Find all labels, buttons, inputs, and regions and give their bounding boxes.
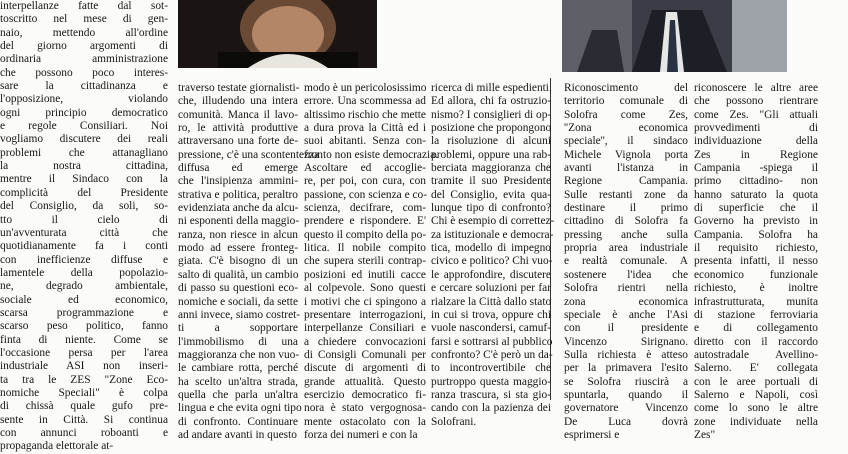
- text-line: comunità. Manca il lavo-: [178, 108, 298, 121]
- text-line: nora è stato vergognosa-: [304, 402, 426, 415]
- text-line: anni invece, siamo costret-: [178, 308, 301, 321]
- text-line: strativa e politica, peraltro: [178, 188, 298, 201]
- text-line: complicità del Presidente: [0, 186, 168, 199]
- text-line: Ed allora, chi fa ostruzio-: [431, 95, 551, 108]
- text-line: zone individuate nella: [694, 415, 818, 428]
- text-line: di superficie che il: [694, 202, 818, 215]
- text-line: autostradale Avellino-: [694, 348, 818, 361]
- text-line: posizione che propongono: [431, 122, 552, 135]
- text-line: passione, con scienza e co-: [304, 188, 428, 201]
- text-line: di stazione ferroviaria: [694, 308, 818, 321]
- text-line: nomiche e sociali, da sette: [178, 295, 298, 308]
- text-line: esprimersi e: [564, 428, 620, 441]
- text-column-6: [694, 82, 818, 441]
- text-line: diretto con il raccordo: [694, 335, 818, 348]
- text-line: esercizio democratico fi-: [304, 388, 426, 401]
- text-line: che supera sterili contrap-: [304, 255, 426, 268]
- text-line: Salerno. E' collegata: [694, 362, 818, 375]
- text-line: Campania -spiega il: [694, 162, 818, 175]
- text-line: industriale ASI non inseri-: [0, 360, 168, 373]
- text-line: riconoscere le altre aree: [694, 82, 818, 94]
- text-line: hanno saturato la quota: [694, 188, 818, 201]
- text-line: discute di argomenti di: [304, 362, 426, 375]
- text-line: Riconoscimento del: [564, 82, 688, 94]
- text-line: naio, mettendo all'ordine: [0, 26, 168, 39]
- text-line: avanti l'istanza in: [564, 162, 688, 175]
- text-line: ranza, non riesce in alcun: [178, 228, 298, 241]
- text-line: presenta infatti, il nesso: [694, 255, 818, 268]
- text-line: mentre il Sindaco con la: [0, 173, 168, 186]
- text-line: errore. Una scommessa ad: [304, 95, 426, 108]
- text-line: con inefficienze diffuse e: [0, 253, 168, 266]
- text-line: per la primavera l'esito: [564, 362, 688, 375]
- mayor-illustration: [562, 0, 787, 72]
- text-line: un'avventurata città che: [0, 226, 168, 239]
- text-line: ad andare avanti in questo: [178, 428, 297, 441]
- text-line: pressione, c'è una scontentezza: [178, 148, 320, 161]
- text-line: mente ostacolato con la: [304, 415, 426, 428]
- text-line: Salerno e Napoli, così: [694, 388, 818, 401]
- text-line: ranza trascura, si sta gio-: [431, 388, 551, 401]
- text-line: in cui si trova, oppure chi: [431, 308, 551, 321]
- text-line: questo il compito della po-: [304, 228, 427, 241]
- text-line: Chi è esempio di correttez-: [431, 215, 555, 228]
- text-line: re, per poi, con cura, con: [304, 175, 426, 188]
- text-line: scienza, decifrare, com-: [304, 202, 426, 215]
- text-line: grande attualità. Questo: [304, 375, 426, 388]
- text-line: che possono rientrare: [694, 95, 818, 108]
- text-line: Sulla richiesta è atteso: [564, 348, 688, 361]
- text-line: il requisito richiesto,: [694, 242, 818, 255]
- text-line: spuntarla, quando il: [564, 388, 688, 401]
- text-line: farsi e sottrarsi al pubblico: [431, 335, 553, 348]
- text-line: con il presidente: [564, 322, 688, 335]
- text-line: infrastrutturata, munita: [694, 295, 818, 308]
- text-line: zona economica: [564, 295, 688, 308]
- text-line: di passo su questioni eco-: [178, 282, 298, 295]
- text-column-3: [304, 82, 439, 441]
- text-line: interpellanze Consiliari e: [304, 322, 426, 335]
- text-line: Vincenzo Sirignano.: [564, 335, 688, 348]
- article-photo-mayor: [562, 0, 787, 72]
- text-line: tica, modello di impegno: [431, 242, 551, 255]
- text-line: sente in Città. Si continua: [0, 413, 168, 426]
- text-line: con le aree portuali di: [694, 375, 818, 388]
- text-line: e cercare soluzioni per far: [431, 282, 551, 295]
- text-line: suoi abitanti. Senza con-: [304, 135, 426, 148]
- text-line: e regole Consiliari. Noi: [0, 120, 168, 133]
- text-line: tramite il suo Presidente: [431, 175, 551, 188]
- text-line: Governo ha previsto in: [694, 215, 818, 228]
- text-line: ordinaria amministrazione: [0, 53, 168, 66]
- text-line: lamentele della popolazio-: [0, 266, 168, 279]
- text-line: territorio comunale di: [564, 95, 688, 108]
- text-line: forza dei numeri e con la: [304, 428, 418, 441]
- text-line: ha scelto un'altra strada,: [178, 375, 298, 388]
- portrait-illustration: [178, 0, 377, 68]
- text-line: Sulle restanti zone da: [564, 188, 688, 201]
- text-line: attraversano una forte de-: [178, 135, 298, 148]
- text-line: purtroppo questa maggio-: [431, 375, 551, 388]
- text-line: ne, degrado ambientale,: [0, 280, 168, 293]
- text-line: del giorno argomenti di: [0, 40, 168, 53]
- text-line: propria area industriale: [564, 242, 688, 255]
- text-line: Solofra rientri nella: [564, 282, 688, 295]
- text-line: di chissà quale gufo pre-: [0, 400, 168, 413]
- text-line: problemi, oppure una rab-: [431, 148, 551, 161]
- text-line: scarso peso politico, fanno: [0, 320, 168, 333]
- text-line: modo è un pericolosissimo: [304, 82, 427, 94]
- text-line: Michele Vignola porta: [564, 148, 688, 161]
- text-line: nomiche Speciali" è colpa: [0, 386, 168, 399]
- text-line: nismo? I consiglieri di op-: [431, 108, 552, 121]
- text-line: quotidianamente fa i conti: [0, 240, 168, 253]
- text-line: maggioranza che non vuo-: [178, 348, 300, 361]
- text-line: confronto? C'è però un da-: [431, 348, 553, 361]
- text-line: di confronto. Continuare: [178, 415, 298, 428]
- text-line: cittadino di Solofra fa: [564, 215, 688, 228]
- text-line: le approfondire, discutere: [431, 268, 551, 281]
- text-line: ta tra le ZES "Zone Eco-: [0, 373, 168, 386]
- text-line: di Consigli Comunali per: [304, 348, 426, 361]
- text-line: e di collegamento: [694, 322, 818, 335]
- text-line: lingua e che evita ogni tipo: [178, 402, 302, 415]
- text-line: se Solofra riuscirà a: [564, 375, 688, 388]
- text-line: a chiedere convocazioni: [304, 335, 426, 348]
- text-line: la nostra cittadina,: [0, 160, 168, 173]
- text-line: traverso testate giornalisti-: [178, 82, 300, 94]
- text-line: evidenziata anche da alcu-: [178, 202, 299, 215]
- text-line: che possono poco interes-: [0, 66, 168, 79]
- text-line: lunque tipo di confronto?: [431, 202, 551, 215]
- text-line: economico funzionale: [694, 268, 818, 281]
- text-line: litica. Il nobile compito: [304, 242, 426, 255]
- text-line: presentare interrogazioni,: [304, 308, 426, 321]
- text-line: finta di niente. Come se: [0, 333, 168, 346]
- text-line: l'immobilismo di una: [178, 335, 298, 348]
- text-line: vogliamo discutere dei reali: [0, 133, 168, 146]
- text-line: a dura prova la Città ed i: [304, 122, 426, 135]
- text-line: Solofrani.: [431, 415, 477, 428]
- text-line: individuazione della: [694, 135, 818, 148]
- text-line: l'opposizione, violando: [0, 93, 168, 106]
- text-line: prendere e rispondere. E': [304, 215, 426, 228]
- text-line: ricerca di mille espedienti.: [431, 82, 552, 94]
- text-line: civico e politico? Chi vuo-: [431, 255, 553, 268]
- text-line: modo ad essere fronteg-: [178, 242, 298, 255]
- text-line: scarsa programmazione e: [0, 306, 168, 319]
- text-line: le cambiare rotta, perché: [178, 362, 298, 375]
- text-column-1: [0, 0, 168, 453]
- text-line: Zes": [694, 428, 716, 441]
- text-line: pressing anche sulla: [564, 228, 688, 241]
- text-line: berciata maggioranza che: [431, 162, 551, 175]
- text-column-5: [564, 82, 688, 441]
- text-line: vuole nascondersi, camuf-: [431, 322, 551, 335]
- text-line: che l'insipienza ammini-: [178, 175, 298, 188]
- text-line: primo cittadino- non: [694, 175, 818, 188]
- text-line: e realtà comunale. A: [564, 255, 688, 268]
- text-line: Campania. Solofra ha: [694, 228, 818, 241]
- text-line: fronto non esiste democrazia.: [304, 148, 439, 161]
- text-line: governatore Vincenzo: [564, 402, 688, 415]
- text-line: speciale è anche l'Asi: [564, 308, 688, 321]
- text-column-4: [431, 82, 555, 428]
- text-line: cando con la pazienza dei: [431, 402, 551, 415]
- text-line: interpellanze fatte dal sot-: [0, 0, 168, 12]
- text-line: al colpevole. Sono questi: [304, 282, 426, 295]
- text-line: salto di qualità, un cambio: [178, 268, 299, 281]
- text-line: Solofra come Zes,: [564, 108, 688, 121]
- text-line: l'occasione persa per l'area: [0, 346, 168, 359]
- text-line: la risoluzione di alcuni: [431, 135, 551, 148]
- text-line: sostenere l'idea che: [564, 268, 688, 281]
- text-line: diffusa ed emerge: [178, 162, 298, 175]
- text-line: Zes in Regione: [694, 148, 818, 161]
- text-line: ti a sopportare: [178, 322, 298, 335]
- text-line: con annunci roboanti e: [0, 427, 168, 439]
- text-line: sociale ed economico,: [0, 293, 168, 306]
- text-line: come Zes. "Gli attuali: [694, 108, 818, 121]
- text-line: problemi che attanagliano: [0, 146, 168, 159]
- text-line: del Consiglio, evita qua-: [431, 188, 551, 201]
- text-column-2: [178, 82, 320, 441]
- text-line: Regione Campania.: [564, 175, 688, 188]
- text-line: ro, le attività produttive: [178, 122, 298, 135]
- text-line: tto il cielo di: [0, 213, 168, 226]
- text-line: posizioni ed inutili cacce: [304, 268, 426, 281]
- text-line: ''Zona economica: [564, 122, 688, 135]
- text-line: come lo sono le altre: [694, 402, 818, 415]
- text-line: speciale'', il sindaco: [564, 135, 688, 148]
- text-line: rialzare la Città dallo stato: [431, 295, 552, 308]
- text-line: giata. C'è bisogno di un: [178, 255, 298, 268]
- text-line: sare la cittadinanza e: [0, 80, 168, 93]
- text-line: to incontrovertibile che: [431, 362, 551, 375]
- text-line: che, illudendo una intera: [178, 95, 298, 108]
- text-line: De Luca dovrà: [564, 415, 688, 428]
- article-photo-portrait: [178, 0, 377, 68]
- text-line: provvedimenti di: [694, 122, 818, 135]
- text-line: propaganda elettorale at-: [0, 440, 114, 453]
- text-line: quella che parla un'altra: [178, 388, 298, 401]
- text-line: del Consiglio, da soli, so-: [0, 200, 168, 213]
- text-line: toscritto nel mese di gen-: [0, 13, 168, 26]
- text-line: altissimo rischio che mette: [304, 108, 426, 121]
- text-line: ni esponenti della maggio-: [178, 215, 300, 228]
- text-line: ogni principio democratico: [0, 106, 168, 119]
- text-line: i motivi che ci spingono a: [304, 295, 426, 308]
- text-line: destinare il primo: [564, 202, 688, 215]
- text-line: richiesto, è inoltre: [694, 282, 818, 295]
- text-line: za istituzionale e democra-: [431, 228, 554, 241]
- text-line: Ascoltare ed accoglie-: [304, 162, 426, 175]
